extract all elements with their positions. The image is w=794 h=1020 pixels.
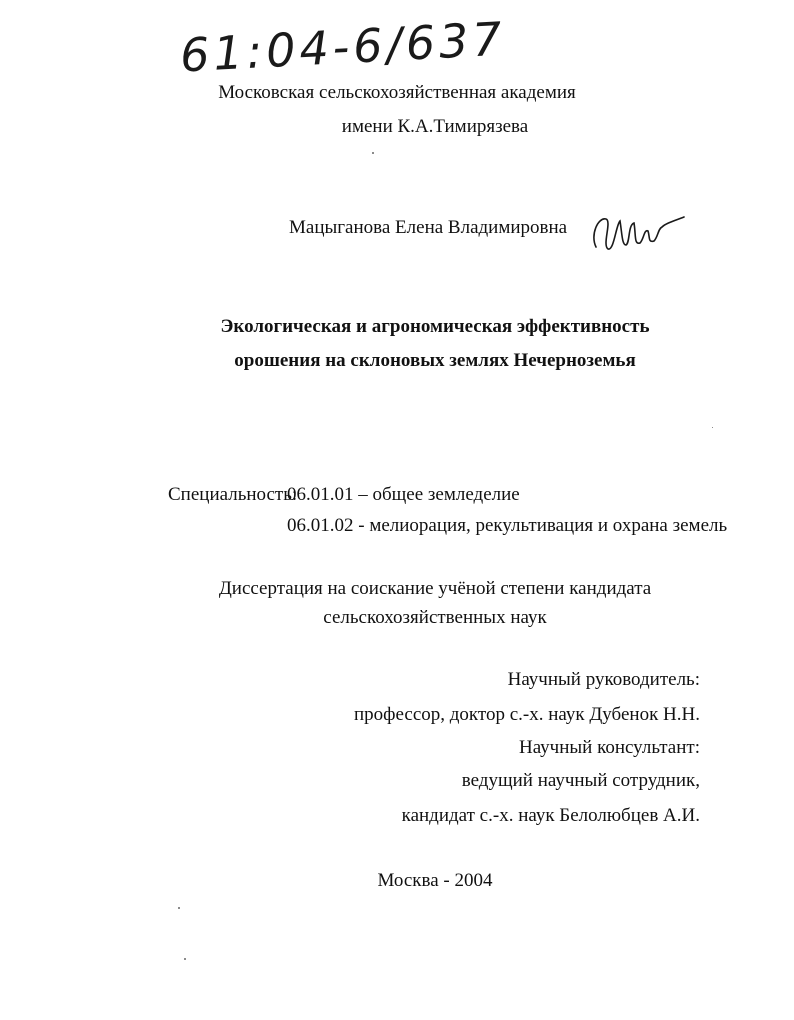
scan-speck [184,958,186,960]
archive-number-handwritten: 61:04-6/637 [178,11,507,83]
specialty-label: Специальность: [168,484,298,505]
specialty-item-2: 06.01.02 - мелиорация, рекультивация и охрана земель [287,515,728,536]
dissertation-line-2: сельскохозяйственных наук [323,607,547,628]
consultant-name: кандидат с.-х. наук Белолюбцев А.И. [401,805,700,826]
thesis-title-line-2: орошения на склоновых землях Нечерноземья [234,350,636,371]
scan-speck [712,427,713,428]
dissertation-line-1: Диссертация на соискание учёной степени кандидата [218,578,652,599]
consultant-position: ведущий научный сотрудник, [461,770,700,791]
supervisor-label: Научный руководитель: [507,669,700,690]
place-and-year: Москва - 2004 [377,870,493,891]
supervisor-name: профессор, доктор с.-х. наук Дубенок Н.Н. [354,704,700,725]
institution-line-1: Московская сельскохозяйственная академия [218,82,576,103]
scan-speck [178,907,180,909]
consultant-label: Научный консультант: [518,737,700,758]
author-signature [588,205,688,260]
specialty-item-1: 06.01.01 – общее земледелие [287,484,520,505]
author-name: Мацыганова Елена Владимировна [289,217,568,238]
institution-line-2: имени К.А.Тимирязева [341,116,529,137]
thesis-title-line-1: Экологическая и агрономическая эффективность [220,316,650,337]
scan-speck [372,152,374,154]
